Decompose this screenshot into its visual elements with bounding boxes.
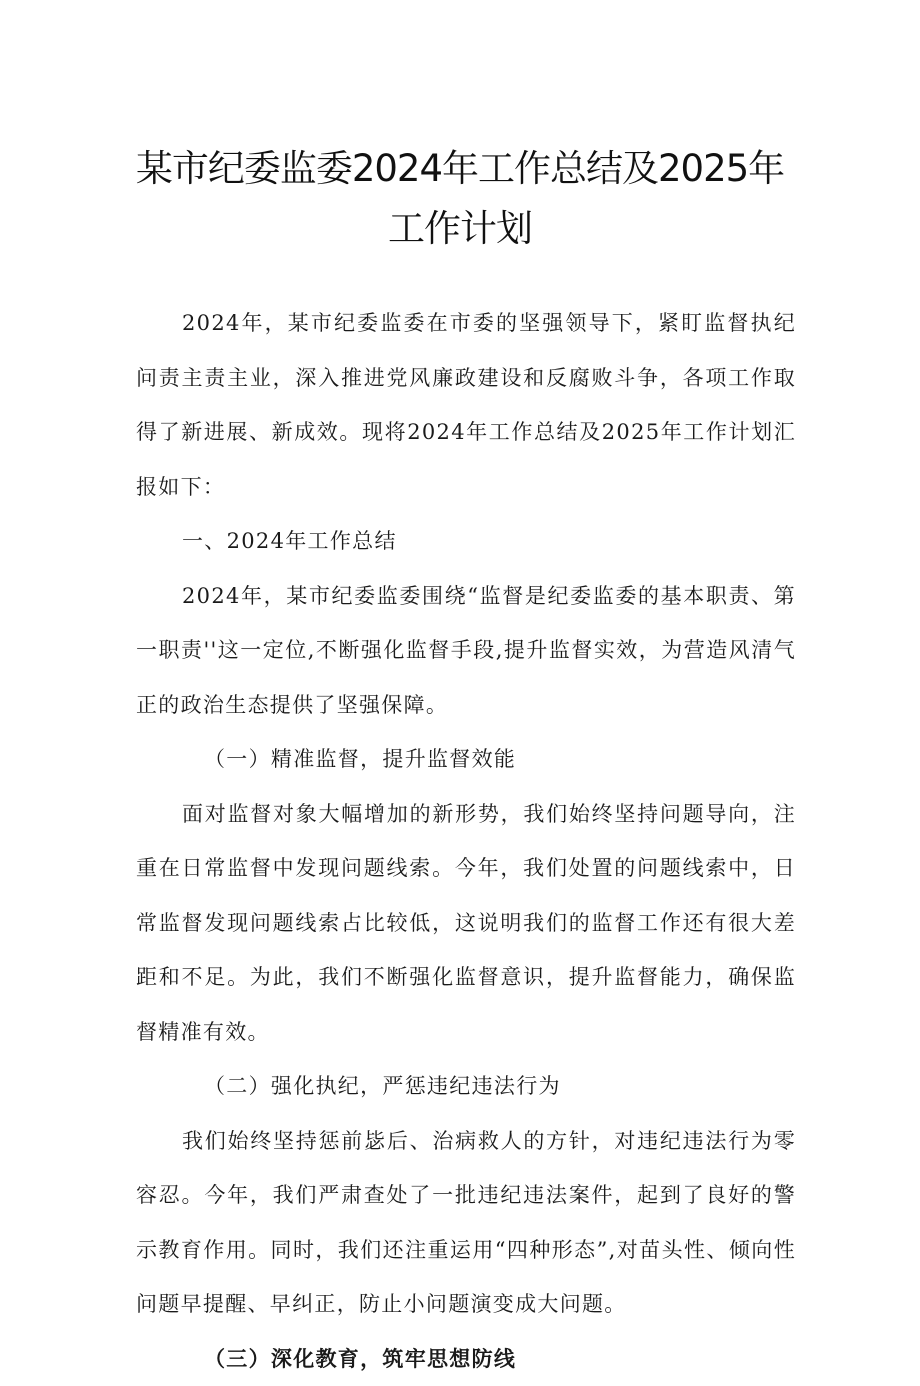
document-title-line-2: 工作计划: [0, 198, 920, 252]
subsection-2-paragraph: 我们始终坚持惩前毖后、治病救人的方针，对违纪违法行为零容忍。今年，我们严肃查处了一批违纪违法案件，起到了良好的警示教育作用。同时，我们还注重运用“四种形态”,对苗头性、倾向性问题早提醒、早纠正，防止小问题演变成大问题。: [136, 1114, 796, 1332]
section-1-heading: 一、2024年工作总结: [136, 514, 796, 569]
subsection-1-paragraph: 面对监督对象大幅增加的新形势，我们始终坚持问题导向，注重在日常监督中发现问题线索。今年，我们处置的问题线索中，日常监督发现问题线索占比较低，这说明我们的监督工作还有很大差距和不足。为此，我们不断强化监督意识，提升监督能力，确保监督精准有效。: [136, 787, 796, 1060]
subsection-3-heading: （三）深化教育，筑牢思想防线: [136, 1332, 796, 1386]
section-1-paragraph: 2024年，某市纪委监委围绕“监督是纪委监委的基本职责、第一职责''这一定位,不断强化监督手段,提升监督实效，为营造风清气正的政治生态提供了坚强保障。: [136, 569, 796, 733]
subsection-2-heading: （二）强化执纪，严惩违纪违法行为: [136, 1059, 796, 1114]
document-title-line-1: 某市纪委监委2024年工作总结及2025年: [0, 138, 920, 192]
document-body: [136, 296, 796, 1386]
intro-paragraph: 2024年，某市纪委监委在市委的坚强领导下，紧盯监督执纪问责主责主业，深入推进党风廉政建设和反腐败斗争，各项工作取得了新进展、新成效。现将2024年工作总结及2025年工作计划汇报如下：: [136, 296, 796, 514]
subsection-1-heading: （一）精准监督，提升监督效能: [136, 732, 796, 787]
